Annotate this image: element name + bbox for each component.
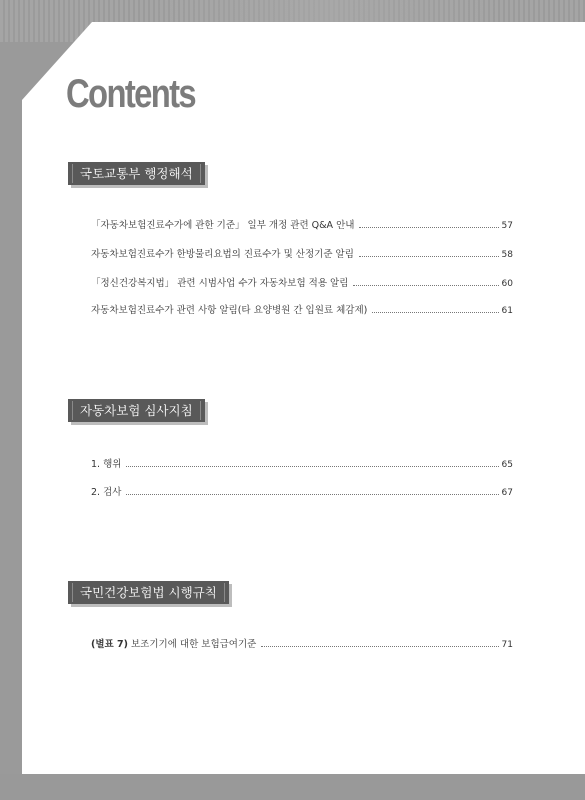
toc-entry[interactable] — [91, 634, 513, 650]
section-header-label: 자동차보험 심사지침 — [80, 403, 193, 418]
toc-entry-page: 58 — [501, 250, 513, 260]
section-header-label: 국토교통부 행정해석 — [80, 166, 193, 181]
toc-entry-title — [91, 636, 256, 650]
toc-entry[interactable] — [91, 454, 513, 470]
page-sheet — [22, 22, 585, 774]
toc-entry-page: 71 — [501, 640, 513, 650]
toc-entry-text: 보조기기에 대한 보험급여기준 — [131, 639, 257, 650]
toc-entry-title: 자동차보험진료수가 한방물리요법의 진료수가 및 산정기준 알림 — [91, 249, 354, 260]
toc-entry[interactable] — [91, 482, 513, 498]
toc-entry[interactable] — [91, 244, 513, 260]
toc-entry-page: 61 — [501, 306, 513, 316]
toc-entry-title: 「자동차보험진료수가에 관한 기준」 일부 개정 관련 Q&A 안내 — [91, 220, 355, 231]
dot-leader — [126, 466, 498, 467]
toc-entry-page: 57 — [501, 221, 513, 231]
dot-leader — [261, 646, 498, 647]
dot-leader — [359, 256, 499, 257]
dot-leader — [126, 494, 498, 495]
toc-entry-prefix: (별표 7) — [91, 639, 128, 650]
dot-leader — [372, 312, 498, 313]
toc-entry[interactable] — [91, 215, 513, 231]
dot-leader — [353, 285, 498, 286]
toc-entry-title: 1. 행위 — [91, 459, 122, 470]
toc-entry-title: 2. 검사 — [91, 487, 122, 498]
section-header-label: 국민건강보험법 시행규칙 — [80, 585, 217, 600]
toc-entry[interactable] — [91, 273, 513, 289]
toc-entry-title: 자동차보험진료수가 관련 사항 알림(타 요양병원 간 입원료 체감제) — [91, 305, 368, 316]
toc-entry-page: 67 — [501, 488, 513, 498]
toc-entry-title: 「정신건강복지법」 관련 시범사업 수가 자동차보험 적용 알림 — [91, 278, 349, 289]
page-title: Contents — [66, 72, 196, 116]
section-header — [68, 162, 205, 185]
section-header — [68, 399, 205, 422]
section-header — [68, 581, 229, 604]
toc-entry-page: 65 — [501, 460, 513, 470]
toc-entry-page: 60 — [501, 279, 513, 289]
bottom-decorative-band — [0, 774, 585, 800]
dot-leader — [359, 227, 498, 228]
toc-entry[interactable] — [91, 300, 513, 316]
